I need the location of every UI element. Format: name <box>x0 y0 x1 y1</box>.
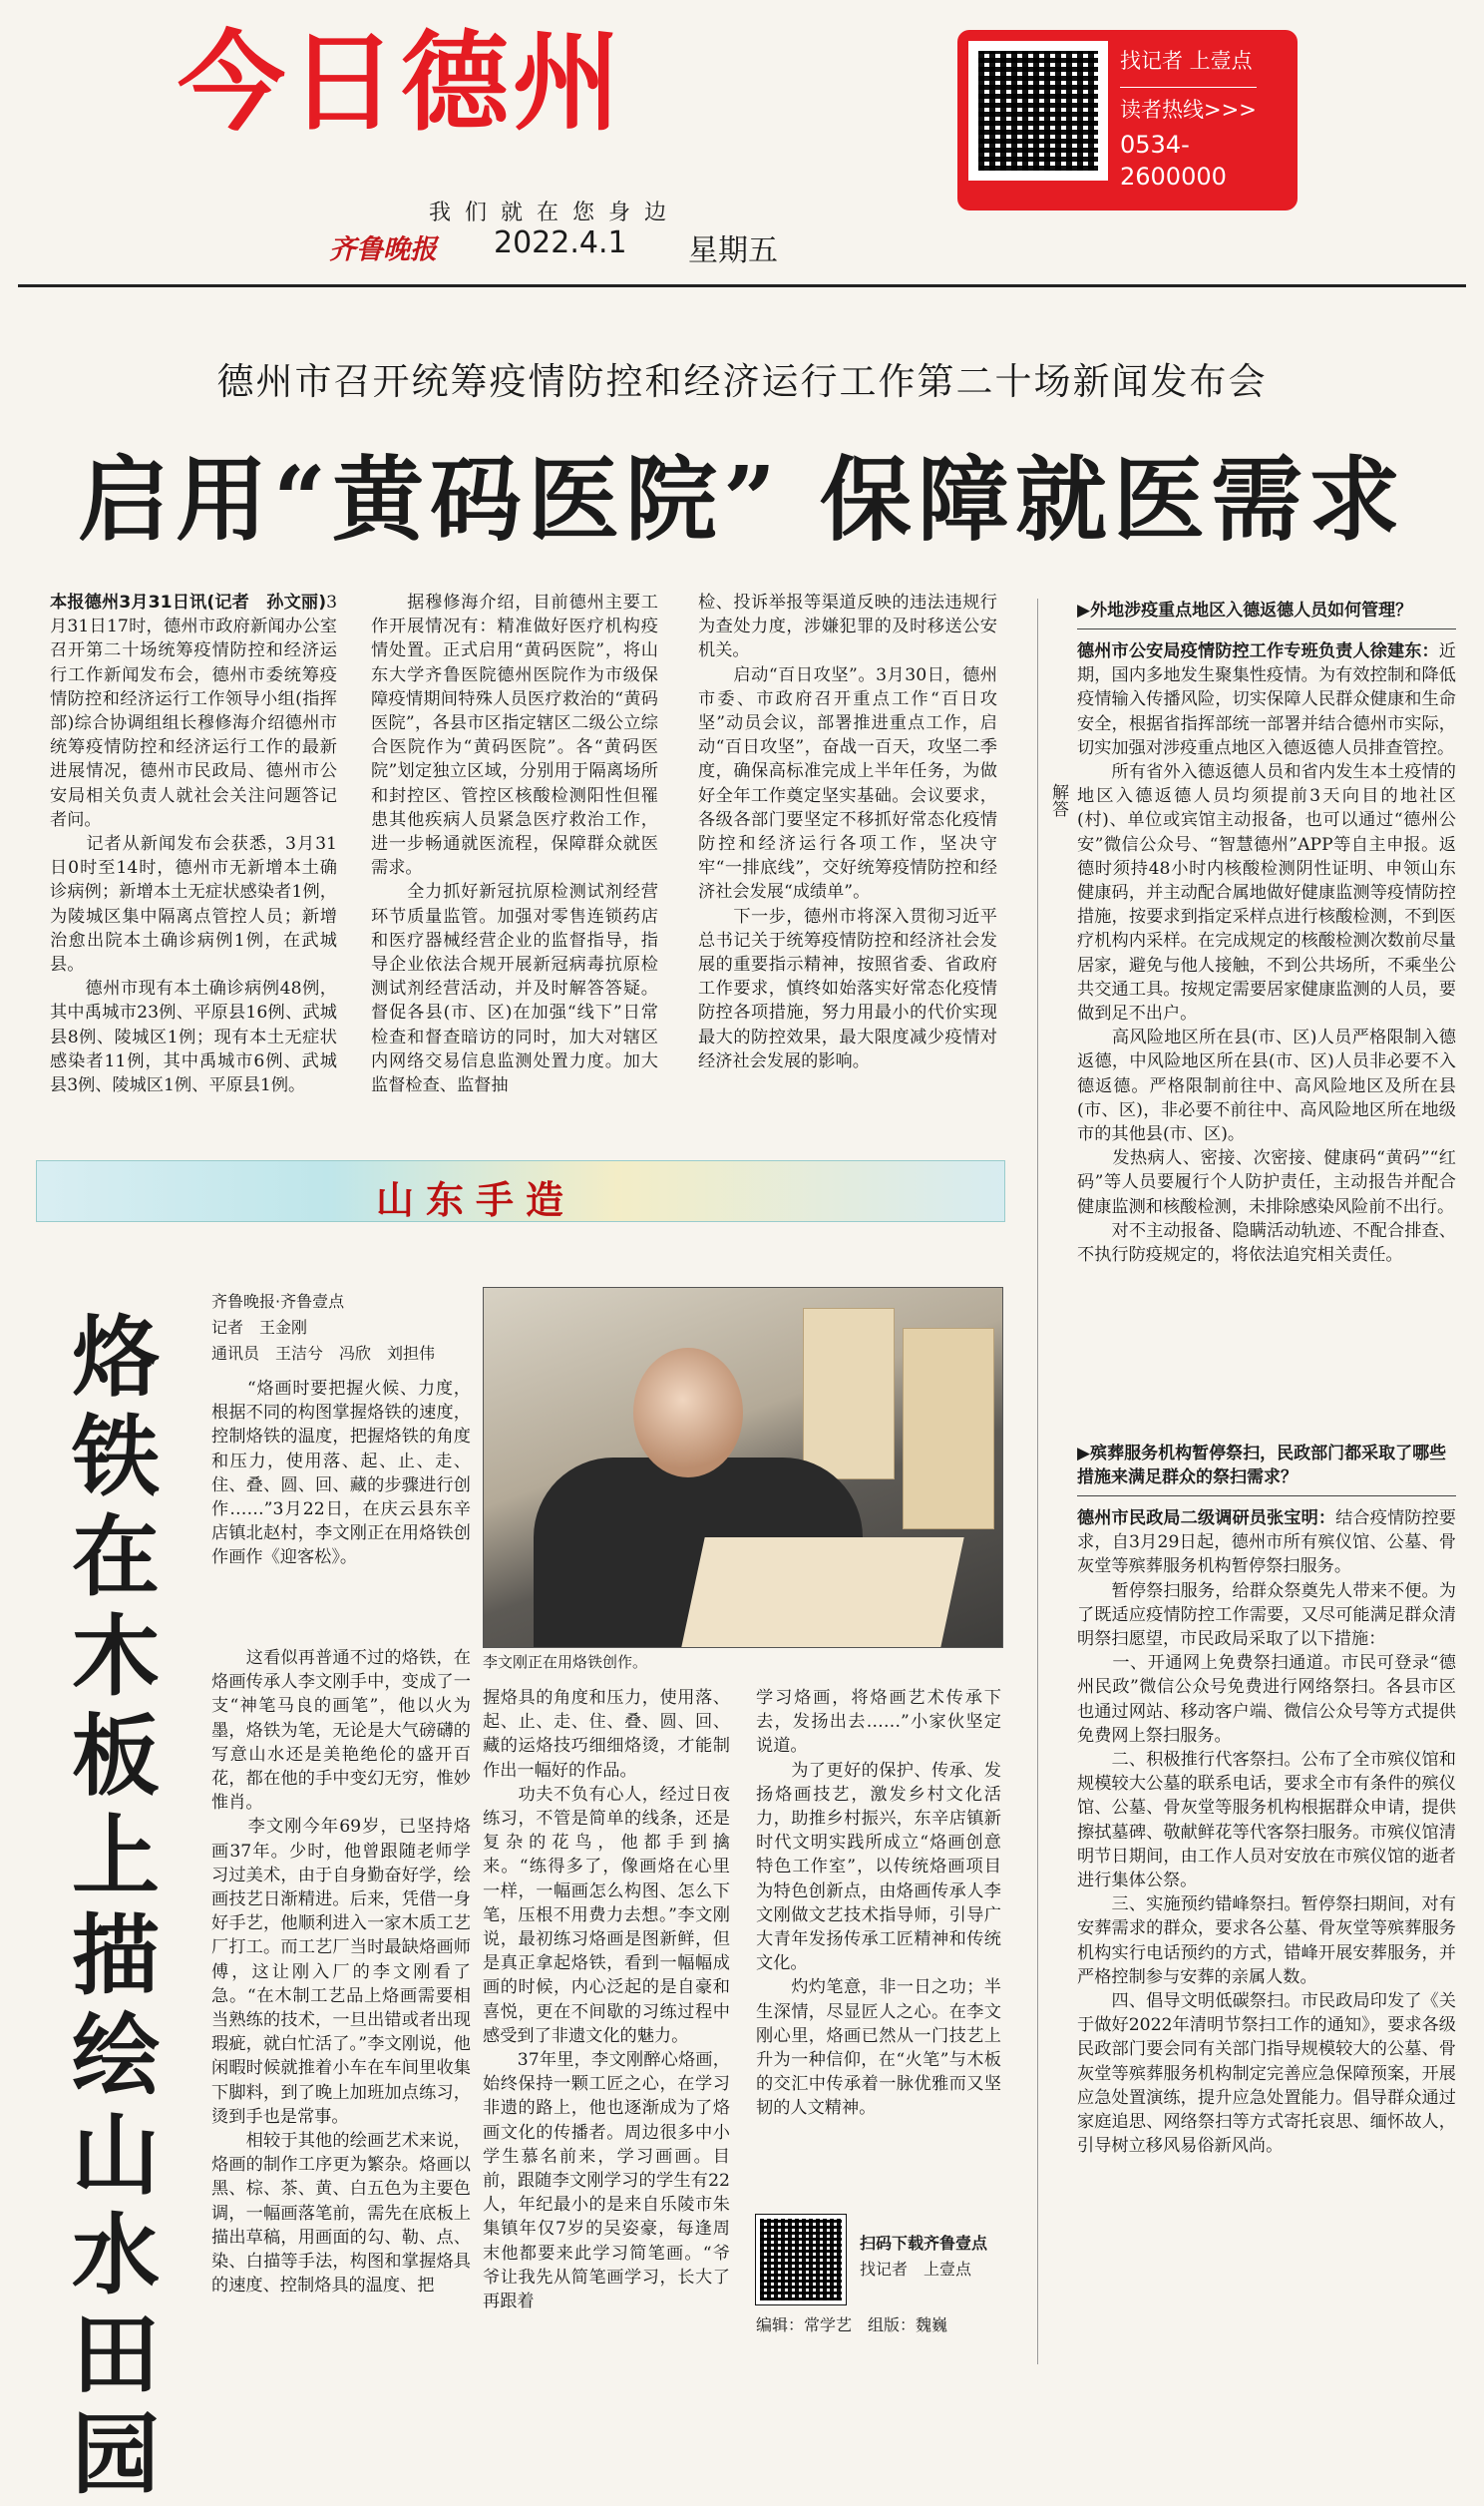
sidebar-qa <box>1077 599 1456 2314</box>
sidebar-answer-2-lead: 德州市民政局二级调研员张宝明： <box>1077 1508 1336 1528</box>
masthead-divider <box>18 284 1466 287</box>
hotline-line2: 读者热线>>> <box>1120 87 1257 124</box>
sidebar-divider <box>1037 599 1038 2364</box>
sidebar-question-1: ▶外地涉疫重点地区入德返德人员如何管理？ <box>1077 599 1456 629</box>
feature-intro: “烙画时要把握火候、力度，根据不同的构图掌握烙铁的速度，控制烙铁的温度，把握烙铁的角度和压力，使用落、起、止、走、住、叠、圆、回、藏的步骤进行创作……”3月22日，在庆云县东辛店镇北赵村，李文刚正在用烙铁创作画作《迎客松》。 <box>211 1379 471 1568</box>
lead-column-3: 检、投诉举报等渠道反映的违法违规行为查处力度，涉嫌犯罪的及时移送公安机关。 启动“百日攻坚”。3月30日，德州市委、市政府召开重点工作“百日攻坚”动员会议，部署推进重点工作，启动“百日攻坚”，奋战一百天，攻坚二季度，确保高标准完成上半年任务，为做好全年工作奠定坚实基础。会议要求，各级各部门要坚定不移抓好常态化疫情防控和经济运行各项工作，坚决守牢“一排底线”，交好统筹疫情防控和经济社会发展“成绩单”。 下一步，德州市将深入贯彻习近平总书记关于统筹疫情防控和经济社会发展的重要指示精神，按照省委、省政府工作要求，慎终如始落实好常态化疫情防控各项措施，努力用最小的代价实现最大的防控效果，最大限度减少疫情对经济社会发展的影响。 <box>698 593 997 1071</box>
hotline-line3: 0534- <box>1120 131 1190 159</box>
feature-byline-1: 齐鲁晚报·齐鲁壹点 <box>211 1292 345 1311</box>
sidebar-answer-2: 德州市民政局二级调研员张宝明：结合疫情防控要求，自3月29日起，德州市所有殡仪馆、公墓、骨灰堂等殡葬服务机构暂停祭扫服务。 暂停祭扫服务，给群众祭奠先人带来不便。为了既适应疫情防控工作需要，又尽可能满足群众清明祭扫愿望，市民政局采取了以下措施： 一、开通网上免费祭扫通道。市民可登录“德州民政”微信公众号免费进行网络祭扫。各县市区也通过网站、移动客户端、微信公众号等方式提供免费网上祭扫服务。 二、积极推行代客祭扫。公布了全市殡仪馆和规模较大公墓的联系电话，要求全市有条件的殡仪馆、公墓、骨灰堂等服务机构根据群众申请，提供擦拭墓碑、敬献鲜花等代客祭扫服务。市殡仪馆清明节日期间，由工作人员对安放在市殡仪馆的逝者进行集体公祭。 三、实施预约错峰祭扫。暂停祭扫期间，对有安葬需求的群众，要求各公墓、骨灰堂等殡葬服务机构实行电话预约的方式，错峰开展安葬服务，并严格控制参与安葬的亲属人数。 四、倡导文明低碳祭扫。市民政局印发了《关于做好2022年清明节祭扫工作的通知》，要求各级民政部门要会同有关部门指导规模较大的公墓、骨灰堂等殡葬服务机构制定完善应急保障预案，开展应急处置演练，提升应急处置能力。倡导群众通过家庭追思、网络祭扫等方式寄托哀思、缅怀故人，引导树立移风易俗新风尚。 <box>1077 1508 1456 2157</box>
sidebar-question-2: ▶殡葬服务机构暂停祭扫，民政部门都采取了哪些措施来满足群众的祭扫需求？ <box>1077 1442 1456 1496</box>
lead-col1-text: 3月31日17时，德州市政府新闻办公室召开第二十场统筹疫情防控和经济运行工作新闻发布会，德州市委统筹疫情防控和经济运行工作领导小组(指挥部)综合协调组组长穆修海介绍德州市统筹疫情防控和经济运行工作的最新进展情况，德州市民政局、德州市公安局相关负责人就社会关注问题答记者问。 记者从新闻发布会获悉，3月31日0时至14时，德州市无新增本土确诊病例；新增本土无症状感染者1例，为陵城区集中隔离点管控人员；新增治愈出院本土确诊病例1例，在武城县。 德州市现有本土确诊病例48例，其中禹城市23例、平原县16例、武城县8例、陵城区1例；现有本土无症状感染者11例，其中禹城市6例、武城县3例、陵城区1例、平原县1例。 <box>50 593 337 1096</box>
feature-byline <box>211 1289 471 1367</box>
editor-credits: 编辑：常学艺 组版：魏巍 <box>756 2315 948 2334</box>
paper-name-logo: 齐鲁晚报 <box>329 234 437 265</box>
qr-code-icon[interactable] <box>968 41 1108 181</box>
feature-byline-3: 通讯员 王洁兮 冯欣 刘担伟 <box>211 1344 436 1363</box>
qr-caption-2: 找记者 上壹点 <box>860 2260 972 2279</box>
sidebar-answer-1-lead: 德州市公安局疫情防控工作专班负责人徐建东： <box>1077 641 1439 661</box>
feature-column-left: 这看似再普通不过的烙铁，在烙画传承人李文刚手中，变成了一支“神笔马良的画笔”，他以火为墨，烙铁为笔，无论是大气磅礴的写意山水还是美艳绝伦的盛开百花，都在他的手中变幻无穷，惟妙惟肖。 李文刚今年69岁，已坚持烙画37年。少时，他曾跟随老师学习过美术，由于自身勤奋好学，绘画技艺日渐精进。后来，凭借一身好手艺，他顺利进入一家木质工艺厂打工。而工艺厂当时最缺烙画师傅，这让刚入厂的李文刚看了急。“在木制工艺品上烙画需要相当熟练的技术，一旦出错或者出现瑕疵，就白忙活了。”李文刚说，他闲暇时候就推着小车在车间里收集下脚料，到了晚上加班加点练习，烫到手也是常事。 相较于其他的绘画艺术来说，烙画的制作工序更为繁杂。烙画以黑、棕、茶、黄、白五色为主要色调，一幅画落笔前，需先在底板上描出草稿，用画面的勾、勒、点、染、白描等手法，构图和掌握烙具的速度、控制烙具的温度、把 <box>211 1648 471 2297</box>
shandong-handmade-banner <box>36 1160 1005 1222</box>
lead-column-2: 据穆修海介绍，目前德州主要工作开展情况有：精准做好医疗机构疫情处置。正式启用“黄码医院”，将山东大学齐鲁医院德州医院作为市级保障疫情期间特殊人员医疗救治的“黄码医院”，各县市区指定辖区二级公立综合医院作为“黄码医院”。各“黄码医院”划定独立区域，分别用于隔离场所和封控区、管控区核酸检测阳性但罹患其他疾病人员紧急医疗救治工作，进一步畅通就医流程，保障群众就医需求。 全力抓好新冠抗原检测试剂经营环节质量监管。加强对零售连锁药店和医疗器械经营企业的监督指导，指导企业依法合规开展新冠病毒抗原检测试剂经营活动，并及时解答答疑。督促各县(市、区)在加强“线下”日常检查和督查暗访的同时，加大对辖区内网络交易信息监测处置力度。加大监督检查、监督抽 <box>371 593 658 1096</box>
masthead-slogan: 我们就在您身边 <box>429 201 681 225</box>
feature-column-middle: 握烙具的角度和压力，使用落、起、止、走、住、叠、圆、回、藏的运烙技巧细细烙烫，才能制作出一幅好的作品。 功夫不负有心人，经过日夜练习，不管是简单的线条，还是复杂的花鸟，他都手到擒来。“练得多了，像画烙在心里一样，一幅画怎么构图、怎么下笔，压根不用费力去想。”李文刚说，最初练习烙画是图新鲜，但是真正拿起烙铁，看到一幅幅成画的时候，内心泛起的是自豪和喜悦，更在不间歇的习练过程中感受到了非遗文化的魅力。 37年里，李文刚醉心烙画，始终保持一颗工匠之心，在学习非遗的路上，他也逐渐成为了烙画文化的传播者。周边很多中小学生慕名前来，学习画画。目前，跟随李文刚学习的学生有22人，年纪最小的是来自乐陵市朱集镇年仅7岁的吴姿豪，每逢周末他都要来此学习简笔画。“爷爷让我先从简笔画学习，长大了再跟着 <box>483 1688 730 2312</box>
feature-column-right: 学习烙画，将烙画艺术传承下去，发扬出去……”小家伙坚定说道。 为了更好的保护、传承、发扬烙画技艺，激发乡村文化活力，助推乡村振兴，东辛店镇新时代文明实践所成立“烙画创意特色工作室”，以传统烙画项目为特色创新点，由烙画传承人李文刚做文艺技术指导师，引导广大青年发扬传承工匠精神和传统文化。 灼灼笔意，非一日之功；半生深情，尽显匠人之心。在李文刚心里，烙画已然从一门技艺上升为一种信仰，在“火笔”与木板的交汇中传承着一脉优雅而又坚韧的人文精神。 <box>756 1688 1001 2119</box>
lead-subheadline: 德州市召开统筹疫情防控和经济运行工作第二十场新闻发布会 <box>216 360 1268 403</box>
lead-byline: 本报德州3月31日讯(记者 孙文丽) <box>50 593 327 613</box>
qr-caption-1: 扫码下载齐鲁壹点 <box>860 2234 988 2253</box>
photo-caption: 李文刚正在用烙铁创作。 <box>483 1653 648 1671</box>
sidebar-tag: 解答 <box>1048 783 1068 817</box>
feature-title: 烙铁在木板上描绘山水田园 <box>71 1305 160 2506</box>
hotline-line1: 找记者 上壹点 <box>1120 49 1253 73</box>
issue-date: 2022.4.1 <box>494 225 627 260</box>
sidebar-answer-1: 德州市公安局疫情防控工作专班负责人徐建东：近期，国内多地发生聚集性疫情。为有效控制和降低疫情输入传播风险，切实保障人民群众健康和生命安全，根据省指挥部统一部署并结合德州市实际，切实加强对涉疫重点地区入德返德人员排查管控。 所有省外入德返德人员和省内发生本土疫情的地区入德返德人员均须提前3天向目的地社区(村)、单位或宾馆主动报备，也可以通过“德州公安”微信公众号、“智慧德州”APP等自主申报。返德时须持48小时内核酸检测阴性证明、申领山东健康码，并主动配合属地做好健康监测等疫情防控措施，按要求到指定采样点进行核酸检测，不到医疗机构内采样。在完成规定的核酸检测次数前尽量居家，避免与他人接触，不到公共场所，不乘坐公共交通工具。按规定需要居家健康监测的人员，要做到足不出户。 高风险地区所在县(市、区)人员严格限制入德返德，中风险地区所在县(市、区)人员非必要不入德返德。严格限制前往中、高风险地区及所在县(市、区)，非必要不前往中、高风险地区所在地级市的其他县(市、区)。 发热病人、密接、次密接、健康码“黄码”“红码”等人员要履行个人防护责任，主动报告并配合健康监测和核酸检测，未排除感染风险前不出行。 对不主动报备、隐瞒活动轨迹、不配合排查、不执行防疫规定的，将依法追究相关责任。 <box>1077 641 1456 1266</box>
issue-weekday: 星期五 <box>688 233 778 268</box>
hotline-line4: 2600000 <box>1120 163 1227 191</box>
artist-photo <box>483 1287 1003 1648</box>
reporter-hotline-box <box>957 30 1298 210</box>
lead-column-1 <box>50 591 337 1099</box>
lead-headline: 启用“黄码医院” 保障就医需求 <box>78 446 1406 554</box>
banner-label: 山东手造 <box>376 1177 576 1222</box>
app-download-qr-icon[interactable] <box>756 2215 846 2304</box>
masthead-title: 今日德州 <box>178 21 625 146</box>
feature-byline-2: 记者 王金刚 <box>211 1318 308 1337</box>
